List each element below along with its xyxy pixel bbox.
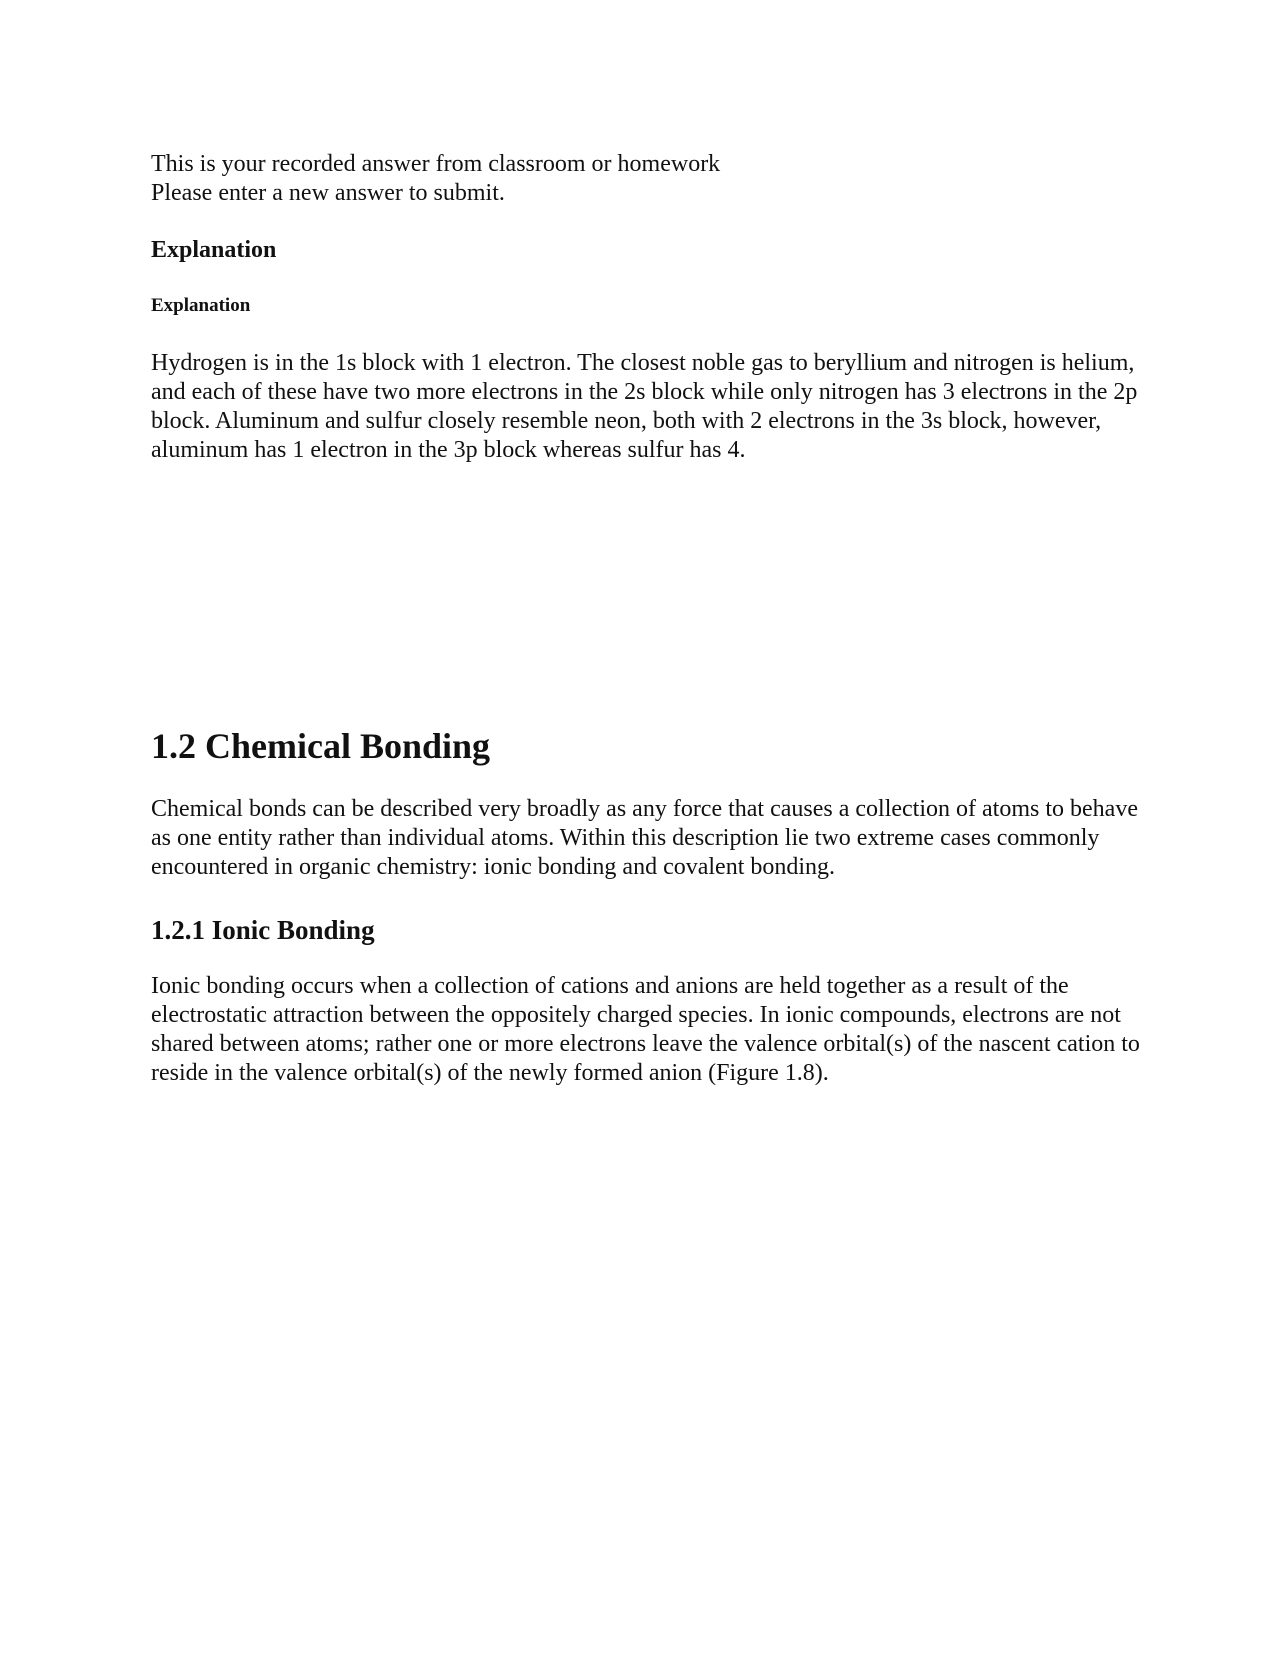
section-body-chemical-bonding: Chemical bonds can be described very broadly as any force that causes a collection of atoms to behave as one entity rather than individual atoms. Within this description lie two extreme cases commonly encountered in organic chemistry: ionic bonding and covalent bonding. xyxy=(151,796,1138,880)
subsection-body-ionic-bonding: Ionic bonding occurs when a collection of cations and anions are held together as a result of the electrostatic attraction between the oppositely charged species. In ionic compounds, electrons are not shared between atoms; rather one or more electrons leave the valence orbital(s) of the nascent cation to reside in the valence orbital(s) of the newly formed anion (Figure 1.8). xyxy=(151,973,1140,1086)
subsection-title-ionic-bonding: 1.2.1 Ionic Bonding xyxy=(151,915,375,945)
explanation-subheading: Explanation xyxy=(151,295,251,316)
notice-line-recorded: This is your recorded answer from classroom or homework xyxy=(151,151,721,177)
notice-line-enter-new: Please enter a new answer to submit. xyxy=(151,180,505,206)
explanation-body: Hydrogen is in the 1s block with 1 electron. The closest noble gas to beryllium and nitrogen is helium, and each of these have two more electrons in the 2s block while only nitrogen has 3 electrons in the 2p block. Aluminum and sulfur closely resemble neon, both with 2 electrons in the 3s block, however, aluminum has 1 electron in the 3p block whereas sulfur has 4. xyxy=(151,350,1138,463)
section-title-chemical-bonding: 1.2 Chemical Bonding xyxy=(151,726,491,766)
recorded-answer-notice xyxy=(151,150,720,208)
explanation-heading: Explanation xyxy=(151,237,277,263)
